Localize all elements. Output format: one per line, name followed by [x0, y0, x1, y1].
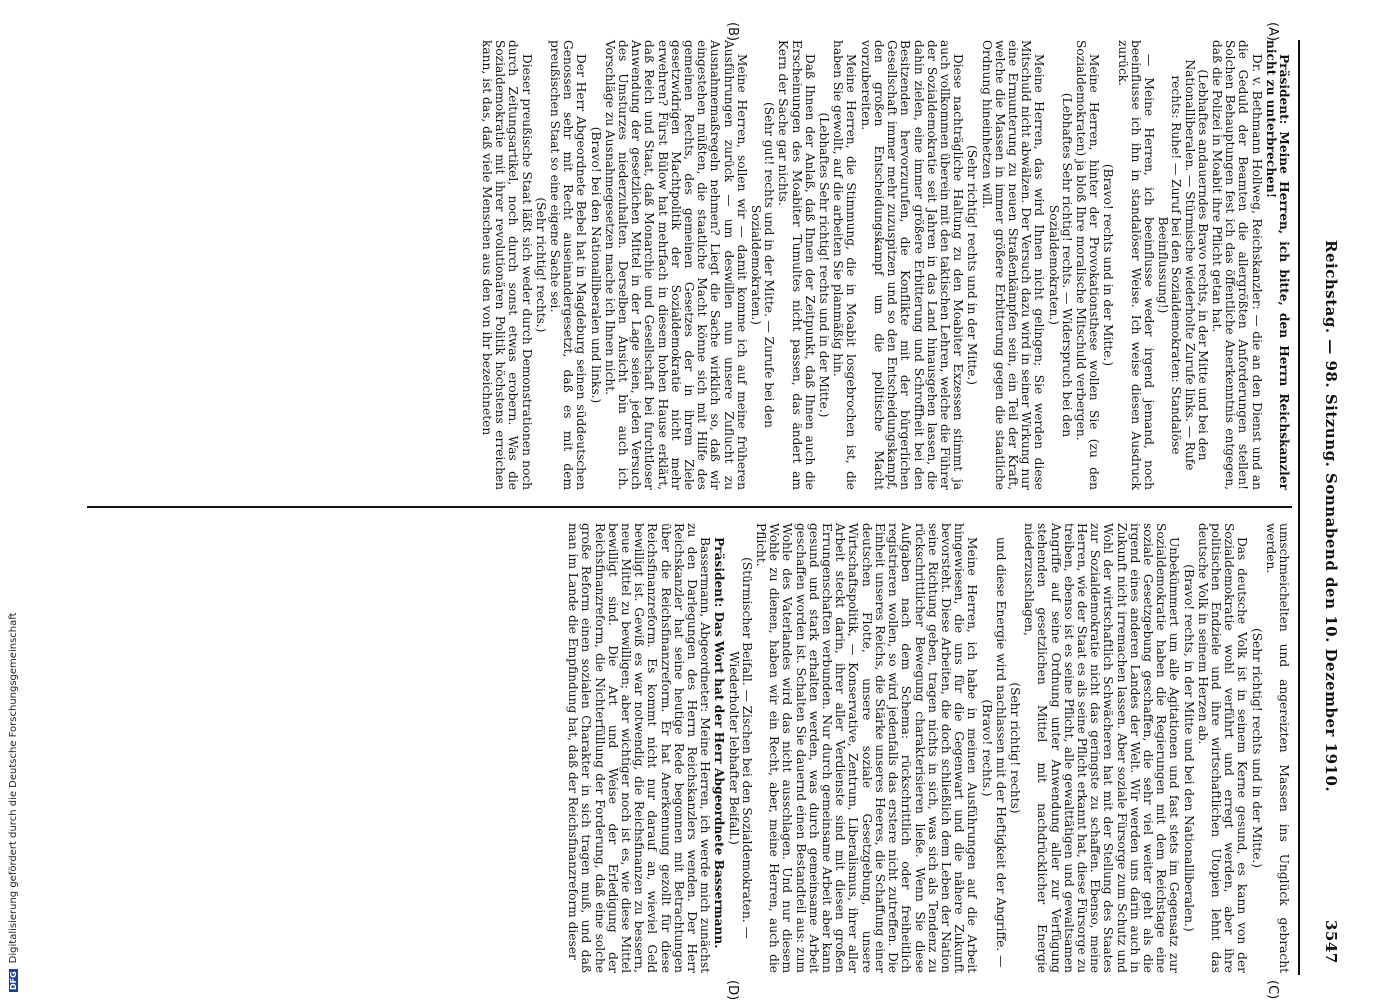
running-head: Reichstag. — 98. Sitzung. Sonnabend den 10. Dezember 1910. — [1322, 240, 1340, 793]
interjection: (Lebhaftes andauerndes Bravo rechts, in der Mitte und bei den Nationalliberalen. — Stürmische wiederholte Zurufe links. — Rufe rechts: Ruhe! — Zuruf bei den Sozialdemokraten: Standalöse Beeinflussung!) — [1156, 59, 1210, 471]
paragraph: Daß Ihnen der Anlaß, daß Ihnen der Zeitpunkt, daß Ihnen auch die Erscheinungen des Moabiter Tumultes nicht passen, das ändert am Kern der Sache gar nichts. — [776, 40, 817, 490]
interjection: (Stürmischer Beifall. — Zischen bei den Sozialdemokraten. — Wiederholter lebhafter Beifall.) — [726, 557, 754, 939]
interjection: (Bravo! bei den Nationalliberalen und links.) — [588, 126, 603, 404]
page-header — [1300, 40, 1340, 975]
paragraph: Präsident: Das Wort hat der Herr Abgeordnete Bassermann. — [712, 537, 727, 949]
paragraph: — Meine Herren, ich beeinflusse weder irgend jemand, noch beeinflusse ich ihn in standalöser Weise. Ich weise diesen Ausdruck zurück. — [1115, 40, 1156, 490]
interjection: (Lebhaftes Sehr richtig! rechts. — Widerspruch bei den Sozialdemokraten.) — [1046, 92, 1074, 438]
right-column — [565, 523, 1290, 973]
paragraph: Meine Herren, hinter der Provokationsthese wollen Sie (zu den Sozialdemokraten) ja bloß Ihre moralische Mitschuld verbergen. — [1073, 40, 1102, 490]
header-rule — [1298, 40, 1300, 975]
margin-marker-c: (C) — [1265, 980, 1280, 1000]
interjection: (Sehr richtig! rechts.) — [533, 197, 548, 333]
paragraph: Meine Herren, ich habe in meinen Ausführungen auf die Arbeit hingewiesen, die uns für die Gegenwart und die nähere Zukunft bevorsteht. Diese Arbeiten, die doch schließlich dem Leben der Nation seine Richtung geben, tragen nichts in sich, was sich als Tendenz zu rückschrittlicher Bewegung charakterisieren ließe. Wenn Sie diese Aufgaben nach dem Schema: rückschrittlich oder freiheitlich registrieren wollen, so wird jedenfalls das erstere nicht zutreffen. Die Einheit unseres Reichs, die Stärke unseres Heeres, die Schaffung einer deutschen Flotte, unsere soziale Gesetzgebung, unsere Wirtschaftspolitik, — Konservative, Zentrum, Liberalismus, ihrer aller Arbeit steckt darin, ihrer aller Verdienste sind mit diesen großen Errungenschaften verbunden. Nur durch gemeinsame Arbeit aber kann gesund und stark erhalten werden, was durch gemeinsame Arbeit geschaffen worden ist. Schalten Sie dauernd einen Bestandteil aus: zum Wohle des Vaterlandes wird das nicht ausschlagen. Und nur diesem Wohle zu dienen, haben wir ein Recht, aber, meine Herren, auch die Pflicht. — [754, 523, 980, 973]
margin-marker-d: (D) — [725, 980, 740, 1000]
interjection: (Lebhaftes Sehr richtig! rechts und in der Mitte.) — [817, 112, 832, 418]
dfg-logo: DFG — [9, 971, 18, 990]
rotated-page-content — [80, 22, 1340, 1000]
margin-marker-a: (A) — [1265, 22, 1280, 42]
interjection: (Sehr richtig! rechts und in der Mitte.) — [1249, 627, 1264, 869]
paragraph: Das deutsche Volk ist in seinem Kerne gesund, es kann von der Sozialdemokratie wohl verführt und erregt werden, aber ihre politischen Endziele und ihre wirtschaftlichen Utopien lehnt das deutsche Volk in seinem Herzen ab. — [1195, 523, 1250, 973]
interjection: (Sehr richtig! rechts und in der Mitte.) — [965, 144, 980, 386]
interjection: (Bravo! rechts und in der Mitte.) — [1101, 163, 1116, 367]
paragraph: Meine Herren, sollen wir — damit komme ich auf meine früheren Ausführungen zurück — um deswillen nun unsere Zuflucht zu Ausnahmemaßregeln nehmen? Liegt die Sache wirklich so, daß wir eingestehen müßten, die staatliche Macht könne sich mit Hilfe des gemeinen Rechts, des gemeinen Gesetzes der in ihrem Ziele gesetzwidrigen Machtpolitik der Sozialdemokratie nicht mehr erwehren? Fürst Bülow hat mehrfach in diesem hohen Hause erklärt, daß Reich und Staat, daß Monarchie und Gesellschaft bei furchtloser Anwendung der gesetzlichen Mittel in der Lage seien, jeden Versuch des Umsturzes niederzuhalten. Derselben Ansicht bin auch ich. Vorschläge zu Ausnahmegesetzen mache ich Ihnen nicht. — [602, 40, 749, 490]
paragraph: und diese Energie wird nachlassen mit der Heftigkeit der Angriffe. — — [993, 537, 1008, 968]
paragraph: Unbekümmert um alle Agitationen und fast stets im Gegensatz zur Sozialdemokratie haben die Regierungen mit dem Reichstage eine soziale Gesetzgebung geschaffen, die sehr viel weiter geht als die irgend eines anderen Landes der Welt. Wir werden uns darin auch in Zukunft nicht irremachen lassen. Aber soziale Fürsorge zum Schutz und Wohl der wirtschaftlich Schwächeren hat mit der Stellung des Staates zur Sozialdemokratie nicht das geringste zu schaffen. Ebenso, meine Herren, wie der Staat es als seine Pflicht erkannt hat, diese Fürsorge zu treiben, ebenso ist es seine Pflicht, alle gewalttätigen und gewaltsamen Angriffe auf seine Ordnung unter Anwendung aller zur Verfügung stehenden gesetzlichen Mittel mit nachdrücklicher Energie niederzuschlagen, — [1022, 523, 1182, 973]
interjection: (Sehr gut! rechts und in der Mitte. — Zurufe bei den Sozialdemokraten.) — [749, 101, 777, 429]
document-page — [80, 22, 1340, 1000]
page-number: 3547 — [1322, 920, 1340, 964]
margin-marker-b: (B) — [725, 22, 740, 42]
interjection: (Sehr richtig! rechts) — [1007, 682, 1022, 814]
paragraph: Meine Herren, die Stimmung, die in Moabit losgebrochen ist, die haben Sie gewollt, auf die arbeiten Sie planmäßig hin. — [831, 40, 859, 490]
paragraph: Meine Herren, das wird Ihnen nicht gelingen; Sie werden diese Mitschuld nicht abwälzen. Der Versuch dazu wird in seiner Wirkung nur eine Ermunterung zu neuen Straßenkämpfen sein, ein Teil der Kraft, welche die Massen in immer größere Erbitterung gegen die staatliche Ordnung hineinhetzen will. — [979, 40, 1047, 490]
digitization-credit — [8, 372, 24, 992]
paragraph: Präsident: Meine Herren, ich bitte, den Herrn Reichskanzler nicht zu unterbrechen! — [1263, 40, 1291, 490]
credit-text: Digitalisierung gefördert durch die Deutsche Forschungsgemeinschaft — [8, 612, 19, 964]
left-column — [479, 40, 1290, 490]
paragraph: Diese nachträgliche Haltung zu den Moabiter Exzessen stimmt ja auch vollkommen überein mit den taktischen Lehren, welche die Führer der Sozialdemokratie seit Jahren in das Land hinausgehen lassen, die dahin zielen, eine immer größere Erbitterung und Schroffheit bei den Besitzenden hervorzurufen, die Konflikte mit der bürgerlichen Gesellschaft immer mehr zuzuspitzen und so den Entscheidungskampf, den großen Entscheidungskampf um die politische Macht vorzubereiten. — [858, 40, 966, 490]
paragraph: umschmeichelten und angereizten Massen ins Unglück gebracht werden. — [1263, 523, 1291, 973]
paragraph: Der Herr Abgeordnete Bebel hat in Magdeburg seinen süddeutschen Genossen sehr mit Recht auseinandergesetzt, daß es mit dem preußischen Staat so eine eigene Sache sei. — [548, 40, 589, 490]
paragraph: Dr. v. Bethmann Hollweg, Reichskanzler: — die an den Dienst und an die Geduld der Beamten die allergrößten Anforderungen stellen! Solchen Behauptungen fest ich das öffentliche Anerkenntnis entgegen, daß die Polizei in Moabit ihre Pflicht getan hat. — [1209, 40, 1264, 490]
paragraph: Dieser preußische Staat läßt sich weder durch Demonstrationen noch durch Zeitungsartikel, noch durch sonst etwas erobern. Was die Sozialdemokratie mit ihrer revolutionären Politik höchstens erreichen kann, ist das, daß viele Menschen aus den von ihr bezeichneten — [480, 40, 534, 490]
column-divider — [87, 506, 1292, 508]
interjection: (Bravo! rechts, in der Mitte und bei den Nationalliberalen.) — [1181, 564, 1196, 932]
paragraph: Bassermann, Abgeordneter: Meine Herren, ich werde mich zunächst zu den Darlegungen des Herrn Reichskanzlers wenden. Der Herr Reichskanzler hat seine heutige Rede begonnen mit Betrachtungen über die Reichsfinanzreform. Er hat Anerkennung gezollt für diese Reichsfinanzreform. Es kommt nicht nur darauf an, wieviel Geld bewilligt ist. Gewiß es war notwendig, die Reichsfinanzen zu bessern, neue Mittel zu bewilligen; aber wichtiger noch ist es, wie diese Mittel bewilligt sind. Die Art und Weise der Erledigung der Reichsfinanzreform, die Nichterfüllung der Forderung, daß eine solche große Reform einen sozialen Charakter in sich tragen muß, und daß man im Lande die Empfindung hat, daß der Reichsfinanzreform dieser — [566, 523, 713, 973]
interjection: (Bravo! rechts.) — [979, 699, 994, 797]
